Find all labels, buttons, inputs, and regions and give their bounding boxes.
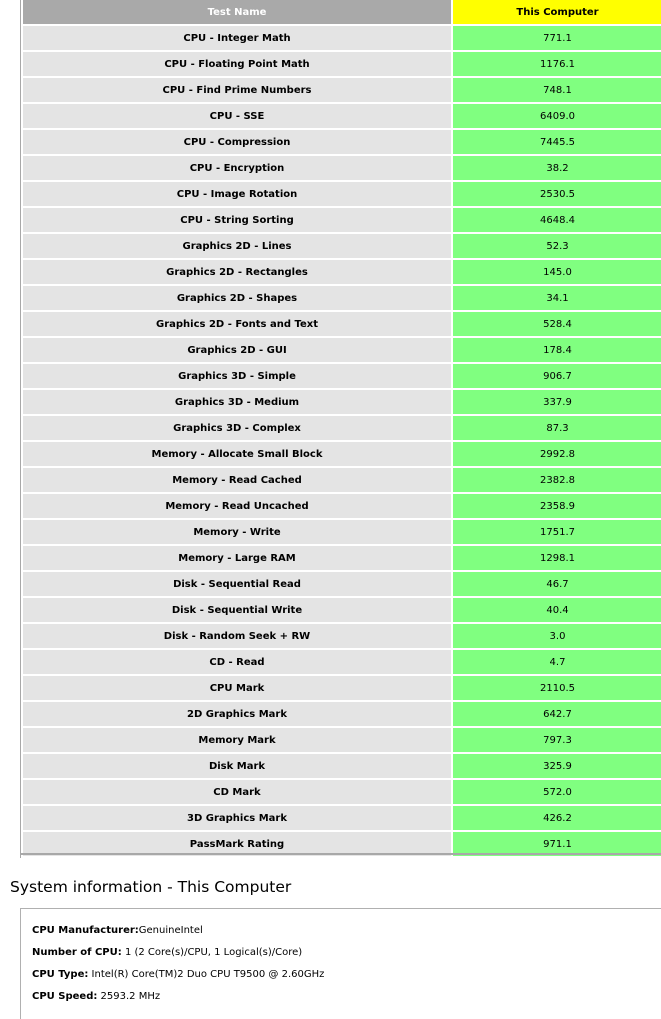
table-row — [23, 676, 661, 700]
score-cell: 178.4 — [451, 338, 661, 362]
score-cell: 52.3 — [451, 234, 661, 258]
test-name-cell: Graphics 3D - Simple — [23, 364, 451, 388]
system-info-label: CPU Speed: — [32, 991, 98, 1002]
table-row — [23, 78, 661, 102]
score-cell: 1176.1 — [451, 52, 661, 76]
table-row — [23, 598, 661, 622]
test-name-cell: PassMark Rating — [23, 832, 451, 856]
test-name-cell: Memory - Allocate Small Block — [23, 442, 451, 466]
score-cell: 1751.7 — [451, 520, 661, 544]
test-name-cell: Disk - Sequential Write — [23, 598, 451, 622]
table-row — [23, 806, 661, 830]
system-info-row — [32, 991, 160, 1002]
test-name-cell: Graphics 2D - GUI — [23, 338, 451, 362]
table-row — [23, 416, 661, 440]
system-info-row — [32, 947, 302, 958]
test-name-cell: 2D Graphics Mark — [23, 702, 451, 726]
score-cell: 46.7 — [451, 572, 661, 596]
test-name-cell: Memory - Read Cached — [23, 468, 451, 492]
score-cell: 325.9 — [451, 754, 661, 778]
score-cell: 748.1 — [451, 78, 661, 102]
column-header-test-name: Test Name — [23, 0, 451, 24]
system-info-value: 1 (2 Core(s)/CPU, 1 Logical(s)/Core) — [121, 947, 303, 958]
score-cell: 2382.8 — [451, 468, 661, 492]
score-cell: 642.7 — [451, 702, 661, 726]
system-info-label: Number of CPU: — [32, 947, 122, 958]
table-row — [23, 52, 661, 76]
table-row — [23, 104, 661, 128]
test-name-cell: Disk Mark — [23, 754, 451, 778]
table-row — [23, 26, 661, 50]
system-info-panel — [20, 908, 661, 1019]
test-name-cell: Graphics 3D - Medium — [23, 390, 451, 414]
test-name-cell: CD - Read — [23, 650, 451, 674]
table-row — [23, 728, 661, 752]
test-name-cell: Disk - Sequential Read — [23, 572, 451, 596]
table-row — [23, 208, 661, 232]
test-name-cell: Memory Mark — [23, 728, 451, 752]
score-cell: 2530.5 — [451, 182, 661, 206]
table-row — [23, 572, 661, 596]
column-header-this-computer: This Computer — [451, 0, 661, 24]
table-row — [23, 286, 661, 310]
table-row — [23, 130, 661, 154]
test-name-cell: Disk - Random Seek + RW — [23, 624, 451, 648]
results-table-body — [23, 26, 661, 856]
table-row — [23, 468, 661, 492]
table-row — [23, 312, 661, 336]
system-info-value: 2593.2 MHz — [97, 991, 161, 1002]
table-row — [23, 364, 661, 388]
table-row — [23, 520, 661, 544]
test-name-cell: Graphics 2D - Fonts and Text — [23, 312, 451, 336]
score-cell: 7445.5 — [451, 130, 661, 154]
test-name-cell: Graphics 2D - Shapes — [23, 286, 451, 310]
score-cell: 4.7 — [451, 650, 661, 674]
results-table-container — [20, 0, 661, 858]
score-cell: 337.9 — [451, 390, 661, 414]
test-name-cell: CPU - String Sorting — [23, 208, 451, 232]
test-name-cell: Graphics 3D - Complex — [23, 416, 451, 440]
score-cell: 2358.9 — [451, 494, 661, 518]
test-name-cell: CPU - Encryption — [23, 156, 451, 180]
table-header-row — [23, 0, 661, 24]
score-cell: 3.0 — [451, 624, 661, 648]
score-cell: 34.1 — [451, 286, 661, 310]
system-info-label: CPU Manufacturer: — [32, 925, 139, 936]
table-bottom-border — [20, 853, 661, 855]
system-info-row — [32, 925, 203, 936]
table-row — [23, 338, 661, 362]
table-row — [23, 442, 661, 466]
table-row — [23, 182, 661, 206]
score-cell: 971.1 — [451, 832, 661, 856]
test-name-cell: 3D Graphics Mark — [23, 806, 451, 830]
score-cell: 797.3 — [451, 728, 661, 752]
test-name-cell: Memory - Write — [23, 520, 451, 544]
table-row — [23, 624, 661, 648]
test-name-cell: CPU - SSE — [23, 104, 451, 128]
score-cell: 528.4 — [451, 312, 661, 336]
score-cell: 38.2 — [451, 156, 661, 180]
test-name-cell: CPU - Integer Math — [23, 26, 451, 50]
test-name-cell: CPU - Find Prime Numbers — [23, 78, 451, 102]
table-row — [23, 260, 661, 284]
table-row — [23, 650, 661, 674]
score-cell: 2992.8 — [451, 442, 661, 466]
score-cell: 6409.0 — [451, 104, 661, 128]
system-info-row — [32, 969, 324, 980]
score-cell: 2110.5 — [451, 676, 661, 700]
table-row — [23, 234, 661, 258]
table-row — [23, 390, 661, 414]
score-cell: 145.0 — [451, 260, 661, 284]
table-row — [23, 156, 661, 180]
system-info-value: GenuineIntel — [138, 925, 203, 936]
test-name-cell: CD Mark — [23, 780, 451, 804]
system-info-value: Intel(R) Core(TM)2 Duo CPU T9500 @ 2.60GHz — [88, 969, 325, 980]
score-cell: 87.3 — [451, 416, 661, 440]
score-cell: 771.1 — [451, 26, 661, 50]
test-name-cell: Graphics 2D - Rectangles — [23, 260, 451, 284]
test-name-cell: Memory - Large RAM — [23, 546, 451, 570]
test-name-cell: CPU - Image Rotation — [23, 182, 451, 206]
test-name-cell: CPU - Floating Point Math — [23, 52, 451, 76]
test-name-cell: Memory - Read Uncached — [23, 494, 451, 518]
score-cell: 426.2 — [451, 806, 661, 830]
table-row — [23, 780, 661, 804]
results-table — [23, 0, 661, 858]
score-cell: 572.0 — [451, 780, 661, 804]
test-name-cell: CPU Mark — [23, 676, 451, 700]
system-info-label: CPU Type: — [32, 969, 89, 980]
score-cell: 40.4 — [451, 598, 661, 622]
score-cell: 906.7 — [451, 364, 661, 388]
system-info-heading: System information - This Computer — [10, 878, 292, 896]
score-cell: 1298.1 — [451, 546, 661, 570]
table-row — [23, 494, 661, 518]
test-name-cell: Graphics 2D - Lines — [23, 234, 451, 258]
test-name-cell: CPU - Compression — [23, 130, 451, 154]
table-row — [23, 702, 661, 726]
table-row — [23, 754, 661, 778]
table-row — [23, 546, 661, 570]
score-cell: 4648.4 — [451, 208, 661, 232]
